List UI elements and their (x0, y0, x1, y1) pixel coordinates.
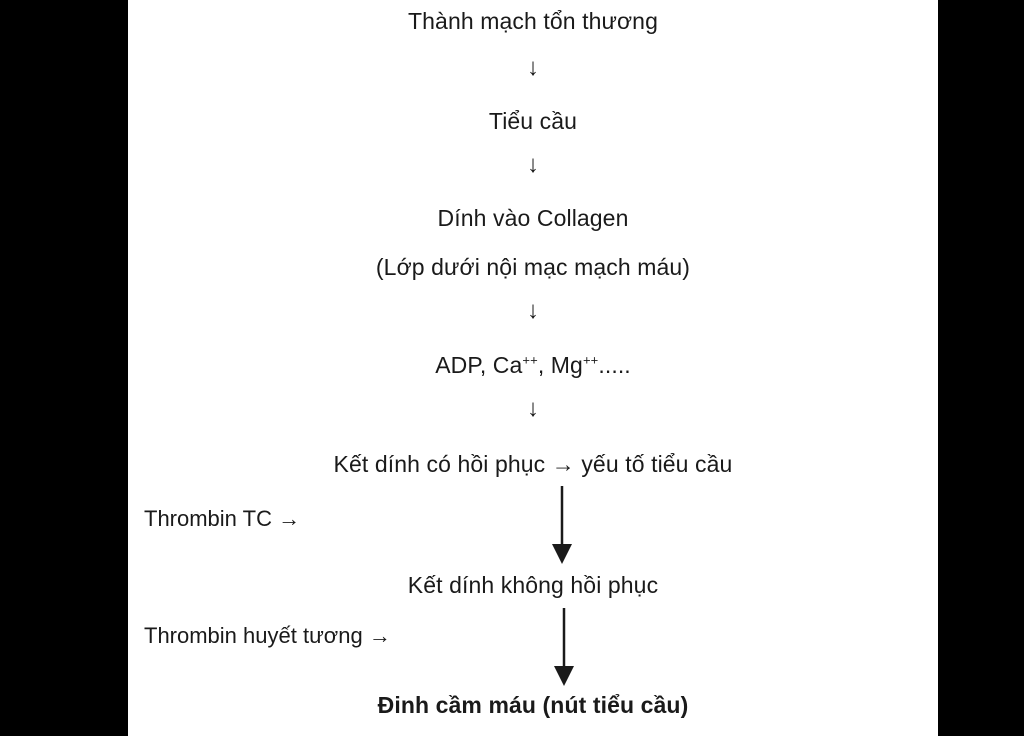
adp-ca-text: ADP, Ca (435, 352, 523, 378)
arrow-down-3: ↓ (527, 297, 539, 324)
side-label-thrombin-tc: Thrombin TC → (144, 506, 301, 531)
arrow-down-1: ↓ (527, 54, 539, 81)
arrow-down-2: ↓ (527, 151, 539, 178)
ca-superscript: ++ (522, 352, 538, 368)
node-collagen-adhesion: Dính vào Collagen (437, 205, 629, 231)
mg-superscript: ++ (582, 352, 599, 368)
arrow-down-bold-1 (551, 486, 573, 566)
node-platelet-plug: Đinh cầm máu (nút tiểu cầu) (377, 692, 689, 718)
diagram-page (128, 0, 938, 736)
arrow-head-2 (554, 666, 574, 686)
arrow-down-bold-2 (553, 608, 575, 688)
side-label-thrombin-plasma: Thrombin huyết tương → (144, 623, 391, 648)
mg-text: , Mg (537, 352, 583, 378)
node-vessel-injury: Thành mạch tổn thương (408, 8, 658, 34)
node-irreversible-aggregation: Kết dính không hồi phục (407, 572, 659, 598)
node-adp-ions (128, 352, 938, 379)
node-reversible-aggregation: Kết dính có hồi phục → yếu tố tiểu cầu (333, 451, 733, 477)
ellipsis-text: ..... (598, 352, 631, 378)
arrow-down-4: ↓ (527, 395, 539, 422)
arrow-head-1 (552, 544, 572, 564)
node-platelet: Tiểu cầu (488, 108, 578, 134)
node-collagen-sublabel: (Lớp dưới nội mạc mạch máu) (375, 254, 691, 280)
